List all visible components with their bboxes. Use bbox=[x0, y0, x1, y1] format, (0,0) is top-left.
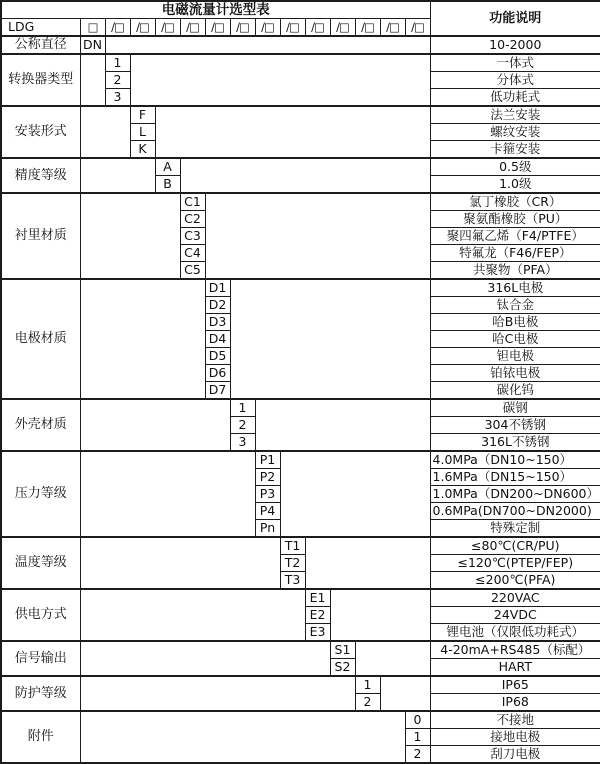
table-row bbox=[1, 314, 600, 331]
function-cell: 哈B电极 bbox=[430, 314, 600, 331]
gap-cell bbox=[80, 314, 205, 331]
gap-cell bbox=[80, 193, 180, 211]
code-cell: 2 bbox=[230, 417, 255, 434]
gap-cell bbox=[80, 520, 255, 538]
gap-cell bbox=[280, 451, 430, 469]
table-row bbox=[1, 262, 600, 280]
table-row bbox=[1, 434, 600, 452]
function-cell: 聚四氟乙烯（F4/PTFE） bbox=[430, 228, 600, 245]
title-row bbox=[1, 1, 600, 19]
table-row bbox=[1, 451, 600, 469]
function-cell: 接地电极 bbox=[430, 729, 600, 746]
section-label: 公称直径 bbox=[1, 36, 80, 54]
gap-cell bbox=[205, 211, 430, 228]
model-slot-cell: /□ bbox=[405, 19, 430, 37]
code-cell: D5 bbox=[205, 348, 230, 365]
function-cell: 24VDC bbox=[430, 607, 600, 624]
gap-cell bbox=[80, 228, 180, 245]
function-cell: HART bbox=[430, 659, 600, 677]
gap-cell bbox=[180, 158, 430, 176]
gap-cell bbox=[80, 399, 230, 417]
code-cell: T1 bbox=[280, 537, 305, 555]
code-cell: 0 bbox=[405, 711, 430, 729]
gap-cell bbox=[80, 158, 155, 176]
gap-cell bbox=[80, 89, 105, 107]
section-label: 供电方式 bbox=[1, 589, 80, 641]
function-cell: 1.0级 bbox=[430, 176, 600, 194]
function-cell: 1.0MPa（DN200~DN600） bbox=[430, 486, 600, 503]
gap-cell bbox=[80, 589, 305, 607]
model-slot-cell: /□ bbox=[280, 19, 305, 37]
code-cell: P2 bbox=[255, 469, 280, 486]
gap-cell bbox=[80, 417, 230, 434]
gap-cell bbox=[305, 572, 430, 590]
function-cell: 铂铱电极 bbox=[430, 365, 600, 382]
gap-cell bbox=[80, 537, 280, 555]
model-slot-cell: /□ bbox=[155, 19, 180, 37]
gap-cell bbox=[155, 124, 430, 141]
function-cell: 聚氨酯橡胶（PU） bbox=[430, 211, 600, 228]
gap-cell bbox=[355, 659, 430, 677]
table-row bbox=[1, 89, 600, 107]
code-cell: C3 bbox=[180, 228, 205, 245]
gap-cell bbox=[80, 348, 205, 365]
gap-cell bbox=[155, 141, 430, 159]
code-cell: 1 bbox=[230, 399, 255, 417]
gap-cell bbox=[80, 245, 180, 262]
code-cell: B bbox=[155, 176, 180, 194]
table-row bbox=[1, 228, 600, 245]
table-row bbox=[1, 469, 600, 486]
model-slot-cell: /□ bbox=[380, 19, 405, 37]
table-row bbox=[1, 589, 600, 607]
table-row bbox=[1, 124, 600, 141]
function-cell: 10-2000 bbox=[430, 36, 600, 54]
code-cell: S1 bbox=[330, 641, 355, 659]
table-row bbox=[1, 555, 600, 572]
gap-cell bbox=[205, 245, 430, 262]
table-row bbox=[1, 72, 600, 89]
section-label: 外壳材质 bbox=[1, 399, 80, 451]
table-row bbox=[1, 158, 600, 176]
gap-cell bbox=[330, 624, 430, 642]
code-cell: E1 bbox=[305, 589, 330, 607]
code-cell: D2 bbox=[205, 297, 230, 314]
code-cell: E3 bbox=[305, 624, 330, 642]
function-cell: 分体式 bbox=[430, 72, 600, 89]
table-row bbox=[1, 176, 600, 194]
model-slot-cell: /□ bbox=[255, 19, 280, 37]
code-cell: C2 bbox=[180, 211, 205, 228]
code-cell: 1 bbox=[405, 729, 430, 746]
function-cell: 钛合金 bbox=[430, 297, 600, 314]
gap-cell bbox=[380, 676, 430, 694]
table-row bbox=[1, 211, 600, 228]
gap-cell bbox=[130, 89, 430, 107]
function-cell: 一体式 bbox=[430, 54, 600, 72]
section-label: 电极材质 bbox=[1, 279, 80, 399]
section-label: 防护等级 bbox=[1, 676, 80, 711]
gap-cell bbox=[205, 228, 430, 245]
code-cell: Pn bbox=[255, 520, 280, 538]
gap-cell bbox=[80, 607, 305, 624]
function-cell: 氯丁橡胶（CR） bbox=[430, 193, 600, 211]
function-column-header: 功能说明 bbox=[430, 1, 600, 36]
function-cell: 316L不锈钢 bbox=[430, 434, 600, 452]
gap-cell bbox=[130, 54, 430, 72]
gap-cell bbox=[330, 589, 430, 607]
table-row bbox=[1, 193, 600, 211]
code-cell: T3 bbox=[280, 572, 305, 590]
code-cell: A bbox=[155, 158, 180, 176]
function-cell: ≤200℃(PFA) bbox=[430, 572, 600, 590]
function-cell: 特氟龙（F46/FEP） bbox=[430, 245, 600, 262]
table-row bbox=[1, 36, 600, 54]
table-row bbox=[1, 106, 600, 124]
model-slot-cell: /□ bbox=[130, 19, 155, 37]
gap-cell bbox=[80, 694, 355, 712]
code-cell: P3 bbox=[255, 486, 280, 503]
function-cell: 钽电极 bbox=[430, 348, 600, 365]
section-label: 安装形式 bbox=[1, 106, 80, 158]
gap-cell bbox=[330, 607, 430, 624]
function-cell: 刮刀电极 bbox=[430, 746, 600, 764]
table-row bbox=[1, 607, 600, 624]
gap-cell bbox=[230, 314, 430, 331]
table-row bbox=[1, 729, 600, 746]
gap-cell bbox=[80, 486, 255, 503]
function-cell: 螺纹安装 bbox=[430, 124, 600, 141]
gap-cell bbox=[80, 279, 205, 297]
function-cell: 304不锈钢 bbox=[430, 417, 600, 434]
code-cell: F bbox=[130, 106, 155, 124]
gap-cell bbox=[380, 694, 430, 712]
gap-cell bbox=[280, 486, 430, 503]
code-cell: T2 bbox=[280, 555, 305, 572]
code-cell: D6 bbox=[205, 365, 230, 382]
gap-cell bbox=[255, 434, 430, 452]
section-label: 附件 bbox=[1, 711, 80, 763]
table-row bbox=[1, 624, 600, 642]
gap-cell bbox=[80, 469, 255, 486]
gap-cell bbox=[305, 537, 430, 555]
gap-cell bbox=[230, 348, 430, 365]
table-row bbox=[1, 694, 600, 712]
gap-cell bbox=[80, 746, 405, 764]
function-cell: IP68 bbox=[430, 694, 600, 712]
code-cell: E2 bbox=[305, 607, 330, 624]
function-cell: 0.5级 bbox=[430, 158, 600, 176]
code-cell: K bbox=[130, 141, 155, 159]
function-cell: IP65 bbox=[430, 676, 600, 694]
function-cell: 低功耗式 bbox=[430, 89, 600, 107]
code-cell: D7 bbox=[205, 382, 230, 400]
gap-cell bbox=[80, 211, 180, 228]
gap-cell bbox=[80, 451, 255, 469]
gap-cell bbox=[280, 503, 430, 520]
function-cell: 碳钢 bbox=[430, 399, 600, 417]
code-cell: P4 bbox=[255, 503, 280, 520]
function-cell: 碳化钨 bbox=[430, 382, 600, 400]
code-cell: D1 bbox=[205, 279, 230, 297]
gap-cell bbox=[230, 365, 430, 382]
function-cell: 法兰安装 bbox=[430, 106, 600, 124]
function-cell: ≤120℃(PTEP/FEP) bbox=[430, 555, 600, 572]
code-cell: 3 bbox=[230, 434, 255, 452]
gap-cell bbox=[130, 72, 430, 89]
gap-cell bbox=[80, 659, 330, 677]
gap-cell bbox=[230, 331, 430, 348]
selection-table-body bbox=[1, 1, 600, 763]
page-title: 电磁流量计选型表 bbox=[1, 1, 430, 19]
table-row bbox=[1, 711, 600, 729]
table-row bbox=[1, 520, 600, 538]
code-cell: D3 bbox=[205, 314, 230, 331]
gap-cell bbox=[80, 641, 330, 659]
section-label: 衬里材质 bbox=[1, 193, 80, 279]
gap-cell bbox=[230, 279, 430, 297]
gap-cell bbox=[80, 331, 205, 348]
gap-cell bbox=[80, 711, 405, 729]
gap-cell bbox=[355, 641, 430, 659]
section-label: 压力等级 bbox=[1, 451, 80, 537]
model-slot-cell: /□ bbox=[230, 19, 255, 37]
table-row bbox=[1, 399, 600, 417]
table-row bbox=[1, 659, 600, 677]
code-cell: S2 bbox=[330, 659, 355, 677]
code-cell: 2 bbox=[405, 746, 430, 764]
section-label: 精度等级 bbox=[1, 158, 80, 193]
model-box-cell: □ bbox=[80, 19, 105, 37]
code-cell: 1 bbox=[105, 54, 130, 72]
code-cell: C5 bbox=[180, 262, 205, 280]
function-cell: 4.0MPa（DN10~150） bbox=[430, 451, 600, 469]
gap-cell bbox=[80, 106, 130, 124]
gap-cell bbox=[80, 72, 105, 89]
section-label: 信号输出 bbox=[1, 641, 80, 676]
gap-cell bbox=[230, 297, 430, 314]
function-cell: 锂电池（仅限低功耗式） bbox=[430, 624, 600, 642]
gap-cell bbox=[80, 297, 205, 314]
gap-cell bbox=[155, 106, 430, 124]
table-row bbox=[1, 503, 600, 520]
gap-cell bbox=[255, 399, 430, 417]
gap-cell bbox=[80, 624, 305, 642]
table-row bbox=[1, 54, 600, 72]
code-cell: C4 bbox=[180, 245, 205, 262]
table-row bbox=[1, 746, 600, 764]
gap-cell bbox=[80, 262, 180, 280]
function-cell: 220VAC bbox=[430, 589, 600, 607]
function-cell: 316L电极 bbox=[430, 279, 600, 297]
function-cell: 共聚物（PFA） bbox=[430, 262, 600, 280]
gap-cell bbox=[80, 365, 205, 382]
gap-cell bbox=[80, 572, 280, 590]
gap-cell bbox=[205, 262, 430, 280]
table-row bbox=[1, 141, 600, 159]
table-row bbox=[1, 486, 600, 503]
gap-cell bbox=[255, 417, 430, 434]
function-cell: 1.6MPa（DN15~150） bbox=[430, 469, 600, 486]
table-row bbox=[1, 537, 600, 555]
code-cell: 1 bbox=[355, 676, 380, 694]
table-row bbox=[1, 297, 600, 314]
gap-cell bbox=[80, 141, 130, 159]
gap-cell bbox=[80, 54, 105, 72]
table-row bbox=[1, 348, 600, 365]
table-row bbox=[1, 572, 600, 590]
gap-cell bbox=[80, 124, 130, 141]
function-cell: 哈C电极 bbox=[430, 331, 600, 348]
gap-cell bbox=[280, 520, 430, 538]
code-cell: L bbox=[130, 124, 155, 141]
code-cell: 2 bbox=[355, 694, 380, 712]
gap-cell bbox=[80, 676, 355, 694]
gap-cell bbox=[305, 555, 430, 572]
table-row bbox=[1, 676, 600, 694]
gap-cell bbox=[80, 503, 255, 520]
model-prefix: LDG bbox=[1, 19, 80, 37]
section-label: 温度等级 bbox=[1, 537, 80, 589]
gap-cell bbox=[280, 469, 430, 486]
table-row bbox=[1, 365, 600, 382]
function-cell: ≤80℃(CR/PU) bbox=[430, 537, 600, 555]
gap-cell bbox=[80, 176, 155, 194]
code-cell: 3 bbox=[105, 89, 130, 107]
gap-cell bbox=[105, 36, 430, 54]
code-cell: C1 bbox=[180, 193, 205, 211]
code-cell: D4 bbox=[205, 331, 230, 348]
model-slot-cell: /□ bbox=[105, 19, 130, 37]
table-row bbox=[1, 331, 600, 348]
section-label: 转换器类型 bbox=[1, 54, 80, 106]
gap-cell bbox=[205, 193, 430, 211]
model-slot-cell: /□ bbox=[330, 19, 355, 37]
function-cell: 不接地 bbox=[430, 711, 600, 729]
model-slot-cell: /□ bbox=[205, 19, 230, 37]
gap-cell bbox=[80, 555, 280, 572]
table-row bbox=[1, 279, 600, 297]
gap-cell bbox=[80, 434, 230, 452]
code-cell: 2 bbox=[105, 72, 130, 89]
gap-cell bbox=[230, 382, 430, 400]
gap-cell bbox=[180, 176, 430, 194]
function-cell: 特殊定制 bbox=[430, 520, 600, 538]
table-row bbox=[1, 245, 600, 262]
table-row bbox=[1, 641, 600, 659]
function-cell: 4-20mA+RS485（标配） bbox=[430, 641, 600, 659]
function-cell: 卡箍安装 bbox=[430, 141, 600, 159]
table-row bbox=[1, 417, 600, 434]
model-slot-cell: /□ bbox=[355, 19, 380, 37]
table-row bbox=[1, 382, 600, 400]
model-slot-cell: /□ bbox=[305, 19, 330, 37]
gap-cell bbox=[80, 729, 405, 746]
gap-cell bbox=[80, 382, 205, 400]
code-cell: P1 bbox=[255, 451, 280, 469]
function-cell: 0.6MPa(DN700~DN2000) bbox=[430, 503, 600, 520]
model-slot-cell: /□ bbox=[180, 19, 205, 37]
code-cell: DN bbox=[80, 36, 105, 54]
